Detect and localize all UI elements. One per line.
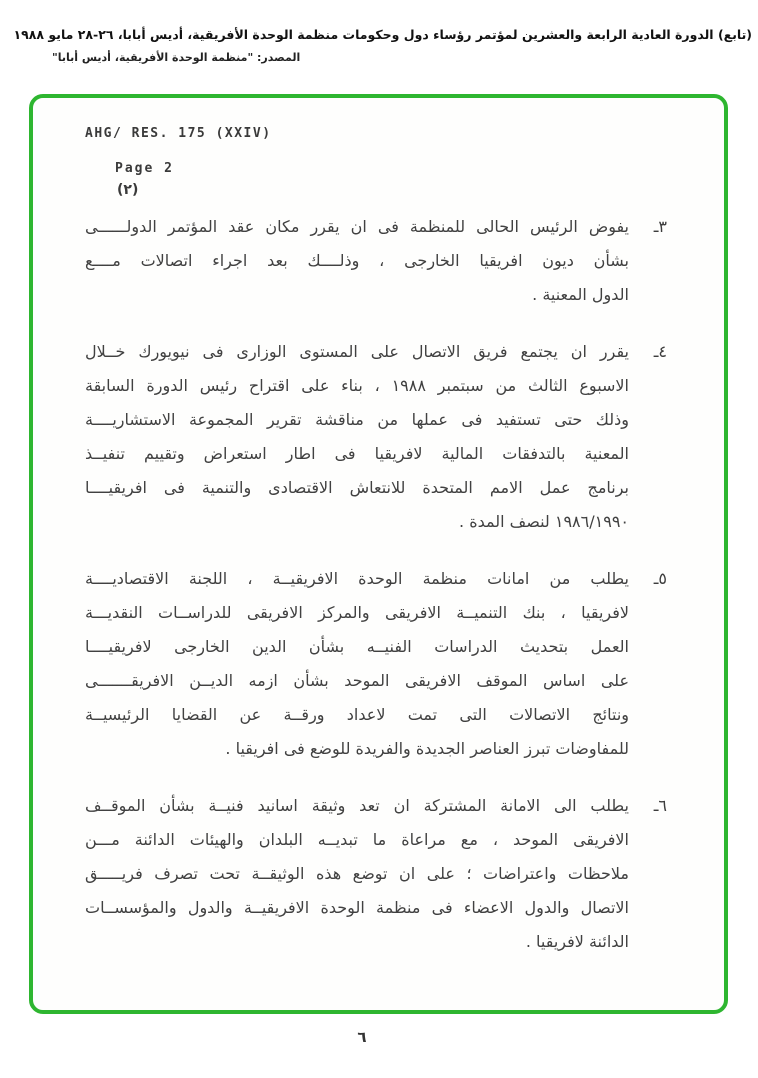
- paragraph-number: ٦ـ: [653, 796, 667, 815]
- text-line: لافريقيا ، بنك التنميــة الافريقى والمركز الافريقى للدراســات النقديـــة: [85, 603, 629, 622]
- text-line: الاسبوع الثالث من سبتمبر ١٩٨٨ ، بناء على اقتراح رئيس الدورة السابقة: [85, 376, 629, 395]
- paragraph-number: ٥ـ: [653, 569, 667, 588]
- text-line: المعنية بالتدفقات المالية لافريقيا فى اطار استعراض وتقييم تنفيــذ: [85, 444, 629, 463]
- text-line: ونتائج الاتصالات التى تمت لاعداد ورقــة عن القضايا الرئيسيــة: [85, 705, 629, 724]
- paragraph-6: [85, 789, 667, 959]
- text-line: على اساس الموقف الافريقى الموحد بشأن ازمه الديــن الافريقـــــــى: [85, 671, 629, 690]
- document-reference: AHG/ RES. 175 (XXIV): [85, 126, 272, 141]
- archive-caption-title: (تابع) الدورة العادية الرابعة والعشرين لمؤتمر رؤساء دول وحكومات منظمة الوحدة الأفريقية، أديس أبابا، ٢٦-٢٨ مايو ١٩٨٨: [13, 27, 752, 42]
- text-line: الدائنة لافريقيا .: [525, 932, 629, 951]
- text-line: يفوض الرئيس الحالى للمنظمة فى ان يقرر مكان عقد المؤتمر الدولــــــى: [85, 217, 629, 236]
- document-scan-frame: [29, 94, 728, 1014]
- text-line: ملاحظات واعتراضات ؛ على ان توضع هذه الوثيقــة تحت تصرف فريـــــق: [85, 864, 629, 883]
- paragraph-4: [85, 335, 667, 539]
- paragraph-text: [85, 335, 629, 539]
- paragraph-number: ٣ـ: [653, 217, 667, 236]
- text-line: العمل بتحديث الدراسات الفنيــه بشأن الدين الخارجى لافريقيــــا: [85, 637, 629, 656]
- text-line: الافريقى الموحد ، مع مراعاة ما تبديــه البلدان والهيئات الدائنة مـــن: [85, 830, 629, 849]
- paragraph-text: [85, 789, 629, 959]
- paragraph-text: [85, 562, 629, 766]
- archive-caption-source: المصدر: "منظمة الوحدة الأفريقية، أديس أبابا": [52, 51, 301, 64]
- text-line: للمفاوضات تبرز العناصر الجديدة والفريدة للوضع فى افريقيا .: [225, 739, 629, 758]
- paragraph-5: [85, 562, 667, 766]
- text-line: الاتصال والدول الاعضاء فى منظمة الوحدة الافريقيــة والدول والمؤسســات: [85, 898, 629, 917]
- text-line: الدول المعنية .: [532, 285, 629, 304]
- paragraph-number: ٤ـ: [653, 342, 667, 361]
- footer-page-number: ٦: [357, 1028, 367, 1046]
- document-body: [85, 210, 667, 982]
- text-line: برنامج عمل الامم المتحدة للانتعاش الاقتصادى والتنمية فى افريقيــــا: [85, 478, 629, 497]
- text-line: ١٩٨٦/١٩٩٠ لنصف المدة .: [459, 512, 629, 531]
- text-line: يطلب من امانات منظمة الوحدة الافريقيــة ، اللجنة الاقتصاديــــة: [85, 569, 629, 588]
- paragraph-3: [85, 210, 667, 312]
- paragraph-text: [85, 210, 629, 312]
- document-page-label: Page 2: [115, 161, 174, 176]
- text-line: يطلب الى الامانة المشتركة ان تعد وثيقة اسانيد فنيــة بشأن الموقــف: [85, 796, 629, 815]
- document-page-number-arabic: (٢): [117, 182, 139, 198]
- text-line: يقرر ان يجتمع فريق الاتصال على المستوى الوزارى فى نيويورك خــلال: [85, 342, 629, 361]
- text-line: بشأن ديون افريقيا الخارجى ، وذلــــك بعد اجراء اتصالات مــــع: [85, 251, 629, 270]
- text-line: وذلك حتى تستفيد فى عملها من مناقشة تقرير المجموعة الاستشاريــــة: [85, 410, 629, 429]
